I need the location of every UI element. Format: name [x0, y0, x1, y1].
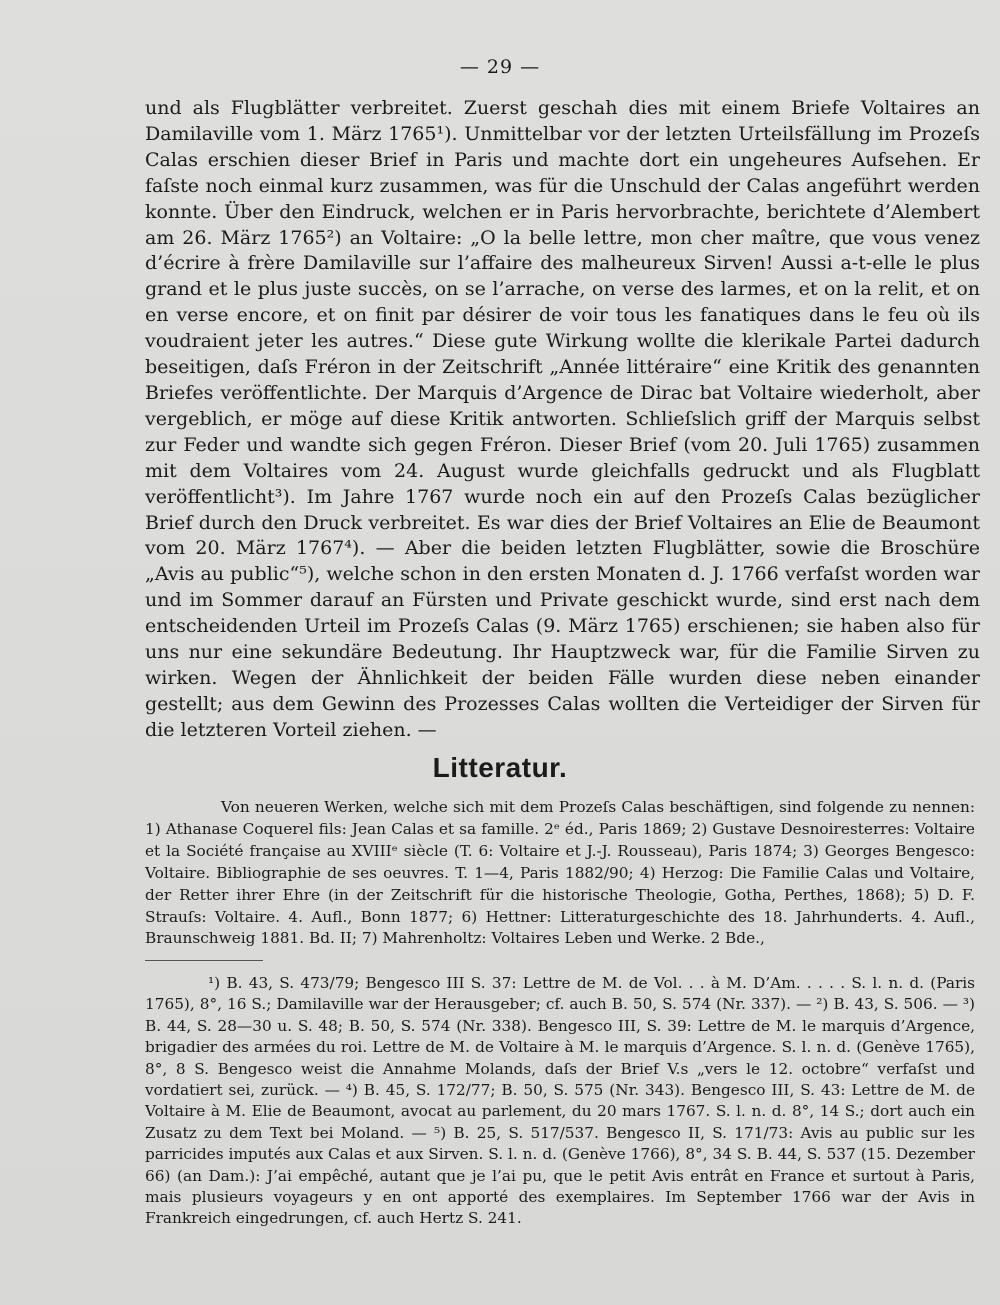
- literature-paragraph: Von neueren Werken, welche sich mit dem Prozeſs Calas beschäftigen, sind folgende zu nennen: 1) Athanase Coquerel fils: Jean Calas et sa famille. 2ᵉ éd., Paris 1869; 2) Gustave Desnoiresterres: Voltaire et la Société française au XVIIIᵉ siècle (T. 6: Voltaire et J.-J. Rousseau), Paris 1874; 3) Georges Bengesco: Voltaire. Bibliographie de ses oeuvres. T. 1—4, Paris 1882/90; 4) Herzog: Die Familie Calas und Voltaire, der Retter ihrer Ehre (in der Zeitschrift für die historische Theologie, Gotha, Perthes, 1868); 5) D. F. Strauſs: Voltaire. 4. Aufl., Bonn 1877; 6) Hettner: Litteraturgeschichte des 18. Jahrhunderts. 4. Aufl., Braunschweig 1881. Bd. II; 7) Mahrenholtz: Voltaires Leben und Werke. 2 Bde.,: [145, 798, 975, 948]
- footnote-rule: [145, 960, 263, 961]
- main-text: [145, 96, 980, 744]
- page-number: — 29 —: [459, 56, 541, 78]
- footnotes-paragraph: ¹) B. 43, S. 473/79; Bengesco III S. 37: Lettre de M. de Vol. . . à M. D’Am. . . . . S. l. n. d. (Paris 1765), 8°, 16 S.; Damilaville war der Herausgeber; cf. auch B. 50, S. 574 (Nr. 337). — ²) B. 43, S. 506. — ³) B. 44, S. 28—30 u. S. 48; B. 50, S. 574 (Nr. 338). Bengesco III, S. 39: Lettre de M. le marquis d’Argence, brigadier des armées du roi. Lettre de M. de Voltaire à M. le marquis d’Argence. S. l. n. d. (Genève 1765), 8°, 8 S. Bengesco weist die Annahme Molands, daſs der Brief V.s „vers le 12. octobre“ verfaſst und vordatiert sei, zurück. — ⁴) B. 45, S. 172/77; B. 50, S. 575 (Nr. 343). Bengesco III, S. 43: Lettre de M. de Voltaire à M. Elie de Beaumont, avocat au parlement, du 20 mars 1767. S. l. n. d. 8°, 14 S.; dort auch ein Zusatz zu dem Text bei Moland. — ⁵) B. 25, S. 517/537. Bengesco II, S. 171/73: Avis au public sur les parricides imputés aux Calas et aux Sirven. S. l. n. d. (Genève 1766), 8°, 34 S. B. 44, S. 537 (15. Dezember 66) (an Dam.): J’ai empêché, autant que je l’ai pu, que le petit Avis entrât en France et surtout à Paris, mais plusieurs voyageurs y en ont apporté des exemplaires. Im September 1766 war der Avis in Frankreich eingedrungen, cf. auch Hertz S. 241.: [145, 974, 975, 1228]
- section-heading: Litteratur.: [432, 752, 568, 783]
- main-paragraph: und als Flugblätter verbreitet. Zuerst geschah dies mit einem Briefe Voltaires an Damilaville vom 1. März 1765¹). Unmittelbar vor der letzten Urteilsfällung im Prozeſs Calas erschien dieser Brief in Paris und machte dort ein ungeheures Aufsehen. Er faſste noch einmal kurz zusammen, was für die Unschuld der Calas angeführt werden konnte. Über den Eindruck, welchen er in Paris hervorbrachte, berichtete d’Alembert am 26. März 1765²) an Voltaire: „O la belle lettre, mon cher maître, que vous venez d’écrire à frère Damilaville sur l’affaire des malheureux Sirven! Aussi a-t-elle le plus grand et le plus juste succès, on se l’arrache, on verse des larmes, et on la relit, et on en verse encore, et on finit par désirer de voir tous les fanatiques dans le feu où ils voudraient jeter les autres.“ Diese gute Wirkung wollte die klerikale Partei dadurch beseitigen, daſs Fréron in der Zeitschrift „Année littéraire“ eine Kritik des genannten Briefes veröffentlichte. Der Marquis d’Argence de Dirac bat Voltaire wiederholt, aber vergeblich, er möge auf diese Kritik antworten. Schlieſslich griff der Marquis selbst zur Feder und wandte sich gegen Fréron. Dieser Brief (vom 20. Juli 1765) zusammen mit dem Voltaires vom 24. August wurde gleichfalls gedruckt und als Flugblatt veröffentlicht³). Im Jahre 1767 wurde noch ein auf den Prozeſs Calas bezüglicher Brief durch den Druck verbreitet. Es war dies der Brief Voltaires an Elie de Beaumont vom 20. März 1767⁴). — Aber die beiden letzten Flugblätter, sowie die Broschüre „Avis au public“⁵), welche schon in den ersten Monaten d. J. 1766 verfaſst worden war und im Sommer darauf an Fürsten und Private geschickt wurde, sind erst nach dem entscheidenden Urteil im Prozeſs Calas (9. März 1765) erschienen; sie haben also für uns nur eine sekundäre Bedeutung. Ihr Hauptzweck war, für die Familie Sirven zu wirken. Wegen der Ähnlichkeit der beiden Fälle wurden diese neben einander gestellt; aus dem Gewinn des Prozesses Calas wollten die Verteidiger der Sirven für die letzteren Vorteil ziehen. —: [145, 97, 980, 741]
- footnotes: [145, 973, 975, 1230]
- literature-text: [145, 797, 975, 950]
